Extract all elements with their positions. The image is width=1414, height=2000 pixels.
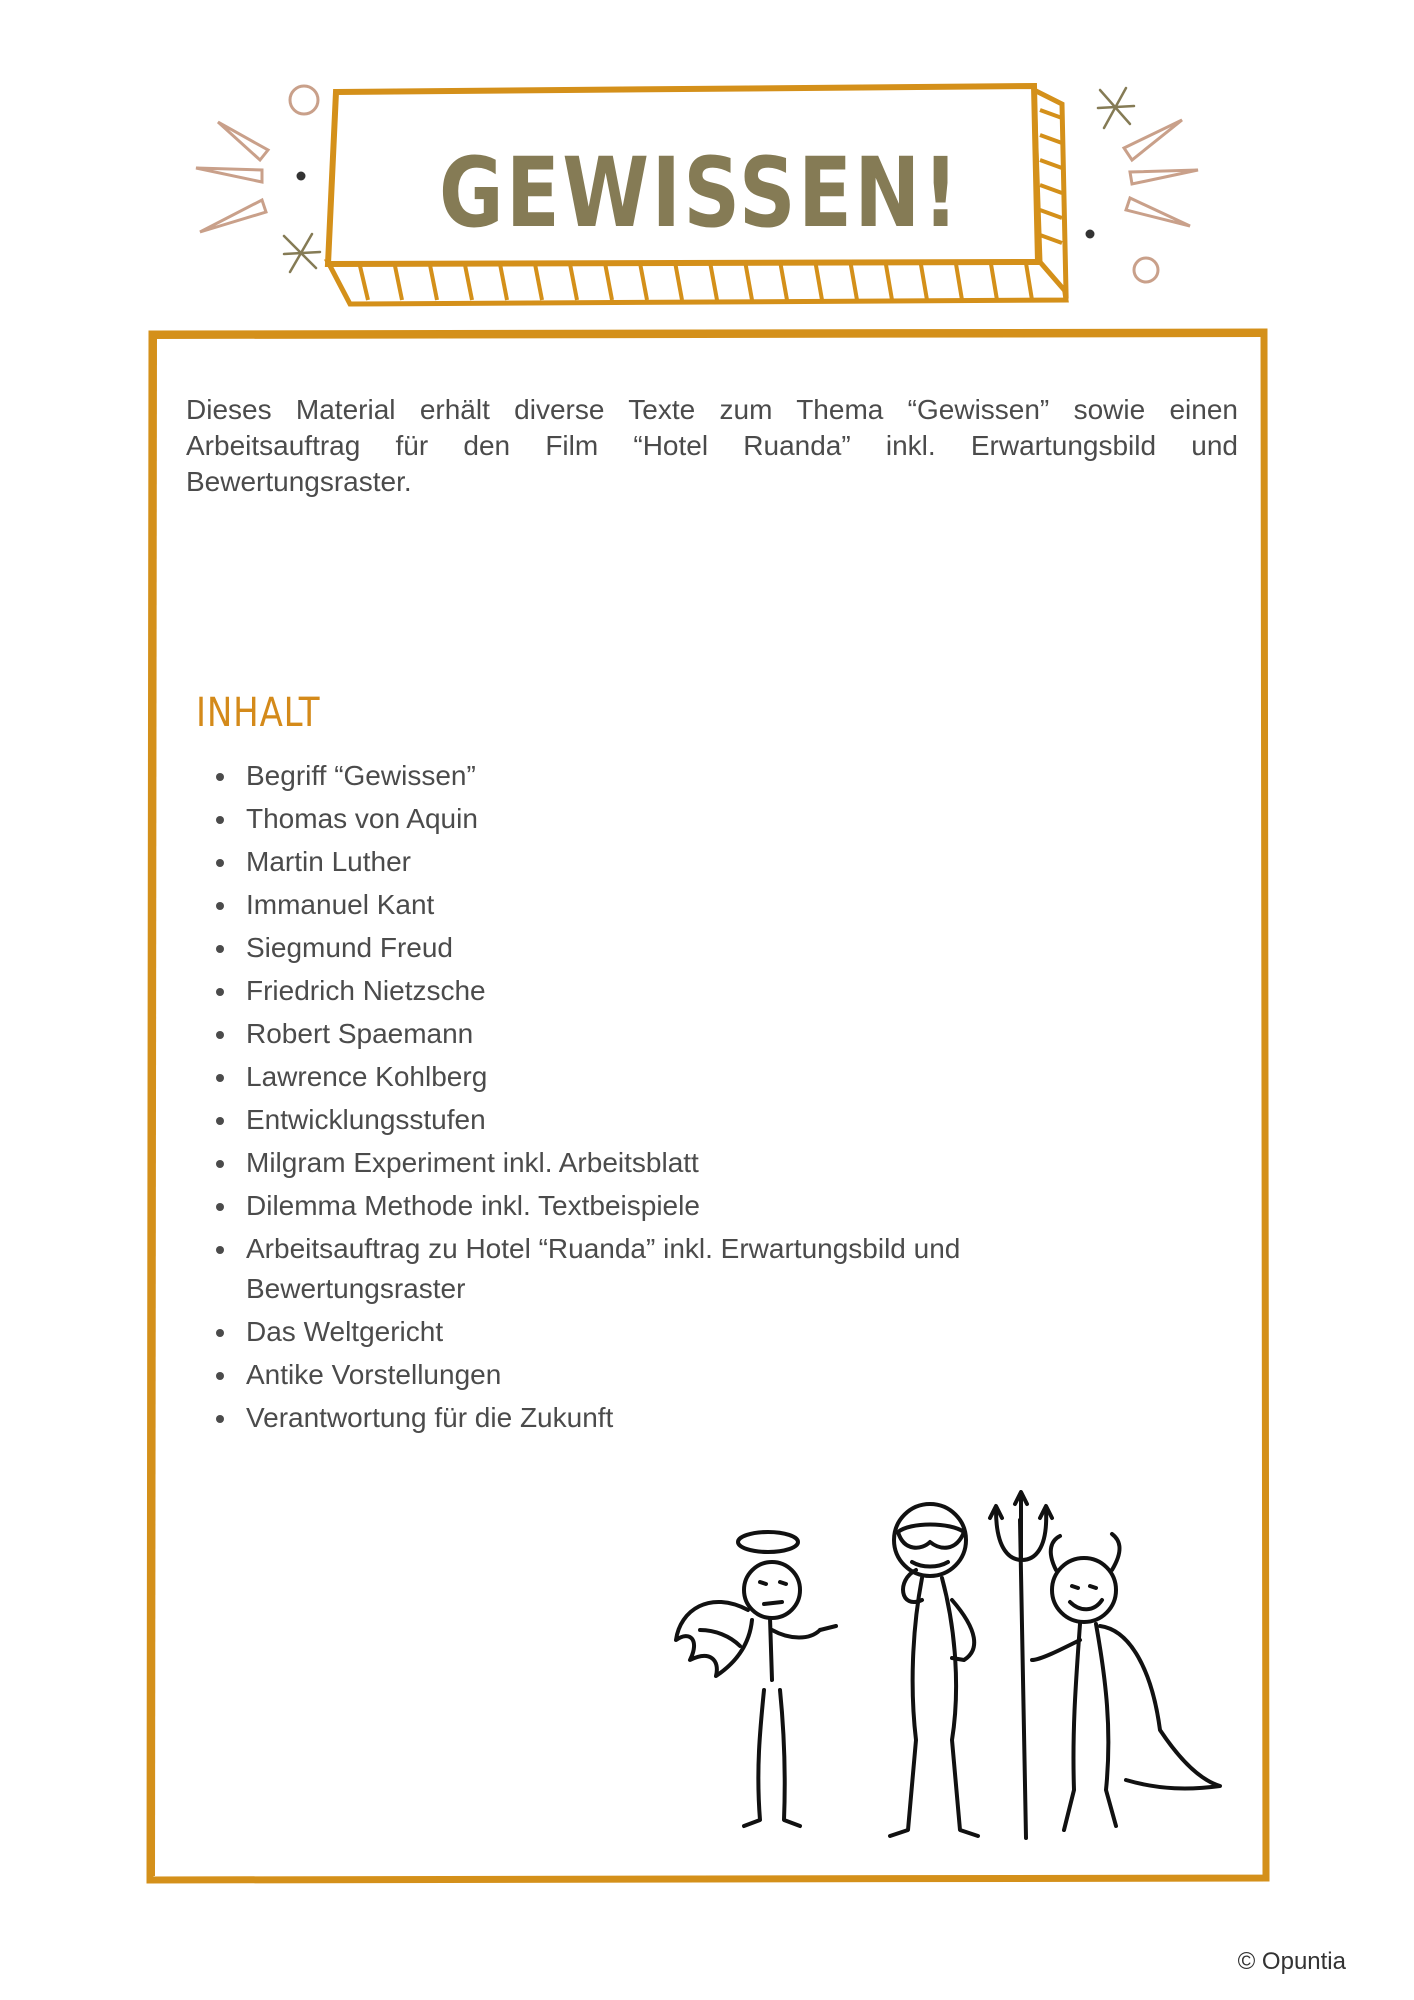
angel-devil-illustration xyxy=(660,1490,1240,1850)
list-item: Lawrence Kohlberg xyxy=(196,1057,1096,1097)
list-item: Verantwortung für die Zukunft xyxy=(196,1398,1096,1438)
intro-paragraph: Dieses Material erhält diverse Texte zum Thema “Gewissen” sowie einen Arbeitsauftrag für den Film “Hotel Ruanda” inkl. Erwartungsbild und Bewertungsraster. xyxy=(186,394,1238,497)
contents-list xyxy=(196,756,1096,1441)
list-item: Begriff “Gewissen” xyxy=(196,756,1096,796)
list-item: Entwicklungsstufen xyxy=(196,1100,1096,1140)
list-item: Arbeitsauftrag zu Hotel “Ruanda” inkl. Erwartungsbild und Bewertungsraster xyxy=(196,1229,1096,1309)
list-item: Antike Vorstellungen xyxy=(196,1355,1096,1395)
list-item: Friedrich Nietzsche xyxy=(196,971,1096,1011)
list-item: Immanuel Kant xyxy=(196,885,1096,925)
copyright-notice: © Opuntia xyxy=(1237,1948,1346,1975)
list-item: Martin Luther xyxy=(196,842,1096,882)
list-item: Milgram Experiment inkl. Arbeitsblatt xyxy=(196,1143,1096,1183)
list-item: Dilemma Methode inkl. Textbeispiele xyxy=(196,1186,1096,1226)
list-item: Siegmund Freud xyxy=(196,928,1096,968)
contents-heading: INHALT xyxy=(196,690,321,736)
page-title: GEWISSEN! xyxy=(438,137,962,249)
list-item: Thomas von Aquin xyxy=(196,799,1096,839)
list-item: Das Weltgericht xyxy=(196,1312,1096,1352)
list-item: Robert Spaemann xyxy=(196,1014,1096,1054)
